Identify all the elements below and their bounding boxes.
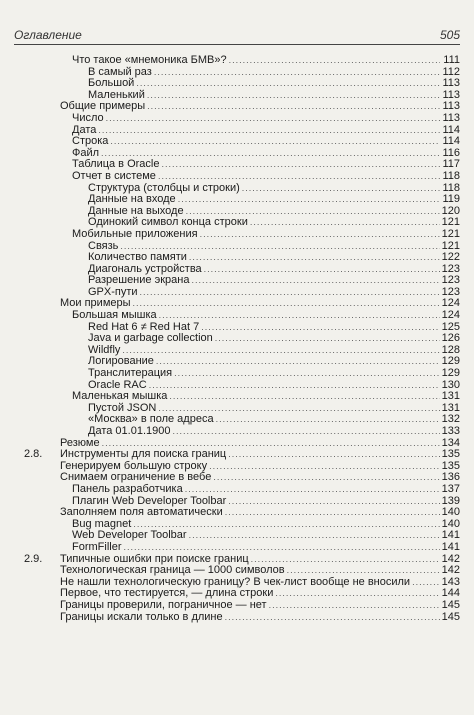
toc-entry[interactable]: [14, 275, 460, 287]
toc-entry[interactable]: [14, 171, 460, 183]
toc-entry[interactable]: [14, 183, 460, 195]
toc-page-number: 111: [443, 54, 460, 66]
toc-dot-leader: [154, 67, 440, 79]
toc-page-number: 135: [441, 448, 460, 461]
toc-dot-leader: [191, 275, 439, 287]
toc-entry-label: Первое, что тестируется, — длина строки: [60, 587, 274, 600]
toc-dot-leader: [200, 229, 440, 241]
header-page-number: 505: [439, 28, 460, 42]
toc-page-number: 119: [442, 193, 460, 206]
toc-entry-label: Таблица в Oracle: [72, 158, 160, 171]
toc-page-number: 142: [441, 552, 460, 565]
toc-entry-label: Отчет в системе: [72, 169, 156, 182]
toc-page-number: 118: [442, 169, 460, 182]
toc-page-number: 113: [442, 77, 460, 90]
toc-entry-label: В самый раз: [88, 65, 152, 78]
toc-dot-leader: [159, 310, 440, 322]
toc-entry[interactable]: [14, 333, 460, 345]
toc-page-number: 121: [441, 216, 460, 229]
toc-page-number: 141: [441, 529, 460, 542]
toc-entry-label: Red Hat 6 ≠ Red Hat 7: [88, 320, 200, 333]
toc-entry-label: Маленькая мышка: [72, 390, 168, 403]
toc-entry[interactable]: [14, 426, 460, 438]
toc-entry[interactable]: [14, 241, 460, 253]
toc-entry[interactable]: [14, 484, 460, 496]
toc-page-number: 133: [441, 425, 460, 437]
toc-dot-leader: [275, 588, 439, 600]
toc-entry[interactable]: [14, 264, 460, 276]
toc-entry-label: Не нашли технологическую границу? В чек-лист вообще не вносили: [60, 575, 411, 588]
toc-entry[interactable]: [14, 322, 460, 334]
toc-dot-leader: [110, 136, 440, 148]
toc-entry[interactable]: [14, 391, 460, 403]
toc-page-number: 113: [442, 88, 460, 101]
toc-dot-leader: [229, 55, 440, 67]
table-of-contents: [14, 55, 460, 623]
toc-dot-leader: [178, 194, 440, 206]
toc-entry-label: Диагональ устройства: [88, 262, 202, 275]
toc-entry-label: Мои примеры: [60, 297, 131, 310]
toc-entry-label: Разрешение экрана: [88, 274, 190, 287]
toc-page-number: 116: [442, 146, 460, 159]
toc-page-number: 140: [441, 517, 460, 530]
toc-dot-leader: [287, 565, 440, 577]
toc-page-number: 128: [441, 343, 460, 356]
toc-page-number: 123: [441, 262, 460, 275]
toc-dot-leader: [106, 113, 440, 125]
toc-entry[interactable]: [14, 600, 460, 612]
toc-dot-leader: [225, 507, 440, 519]
toc-page-number: 120: [441, 204, 460, 217]
toc-dot-leader: [156, 356, 440, 368]
header-title: Оглавление: [14, 28, 82, 42]
toc-page-number: 134: [441, 436, 460, 449]
toc-dot-leader: [133, 298, 440, 310]
toc-dot-leader: [174, 368, 439, 380]
toc-dot-leader: [269, 600, 440, 612]
toc-page-number: 112: [442, 65, 460, 78]
toc-dot-leader: [242, 183, 440, 195]
toc-page-number: 144: [441, 587, 460, 600]
toc-page-number: 135: [441, 459, 460, 472]
toc-entry-label: Число: [72, 111, 104, 124]
toc-page-number: 124: [441, 297, 460, 310]
toc-dot-leader: [161, 159, 440, 171]
toc-page-number: 141: [441, 540, 460, 553]
toc-page-number: 132: [441, 413, 460, 426]
toc-entry[interactable]: [14, 113, 460, 125]
toc-dot-leader: [209, 461, 440, 473]
toc-page-number: 123: [441, 285, 460, 298]
toc-entry-label: Большая мышка: [72, 309, 157, 322]
toc-page-number: 129: [441, 355, 460, 368]
toc-dot-leader: [124, 542, 440, 554]
toc-section-number: 2.9.: [24, 552, 43, 565]
toc-dot-leader: [169, 391, 439, 403]
toc-entry-label: Что такое «мнемоника БМВ»?: [72, 54, 227, 66]
toc-page-number: 142: [441, 564, 460, 577]
toc-entry-label: Структура (столбцы и строки): [88, 181, 240, 194]
toc-entry-label: Панель разработчика: [72, 482, 183, 495]
toc-dot-leader: [225, 612, 440, 624]
toc-entry-label: Одинокий символ конца строки: [88, 216, 248, 229]
toc-entry-label: Границы проверили, пограничное — нет: [60, 598, 267, 611]
toc-entry[interactable]: [14, 356, 460, 368]
toc-dot-leader: [204, 264, 440, 276]
toc-page-number: 113: [442, 100, 460, 113]
toc-entry-label: Bug magnet: [72, 517, 132, 530]
toc-entry-label: Web Developer Toolbar: [72, 529, 187, 542]
toc-page-number: 121: [441, 227, 460, 240]
toc-dot-leader: [228, 449, 439, 461]
toc-entry-label: Java и garbage collection: [88, 332, 213, 345]
toc-page-number: 136: [441, 471, 460, 484]
toc-page-number: 118: [442, 181, 460, 194]
toc-entry-label: Oracle RAC: [88, 378, 147, 391]
toc-dot-leader: [122, 345, 439, 357]
toc-page-number: 121: [441, 239, 460, 252]
toc-entry-label: Количество памяти: [88, 251, 187, 264]
toc-page-number: 131: [441, 390, 460, 403]
toc-page-number: 114: [442, 123, 460, 136]
toc-entry[interactable]: [14, 403, 460, 415]
toc-entry-label: Строка: [72, 135, 109, 148]
toc-page-number: 143: [441, 575, 460, 588]
toc-page-number: 113: [442, 111, 460, 124]
toc-dot-leader: [213, 472, 439, 484]
toc-entry[interactable]: [14, 136, 460, 148]
toc-entry[interactable]: [14, 194, 460, 206]
toc-entry-label: Снимаем ограничение в вебе: [60, 471, 212, 484]
toc-entry-label: Технологическая граница — 1000 символов: [60, 564, 285, 577]
toc-entry-label: Файл: [72, 146, 100, 159]
toc-page-number: 131: [441, 401, 460, 414]
toc-page-number: 130: [441, 378, 460, 391]
toc-page-number: 122: [441, 251, 460, 264]
toc-entry-label: Транслитерация: [88, 367, 173, 380]
toc-entry[interactable]: [14, 345, 460, 357]
toc-entry-label: Данные на входе: [88, 193, 176, 206]
toc-dot-leader: [189, 530, 440, 542]
toc-dot-leader: [215, 333, 440, 345]
toc-entry-label: Типичные ошибки при поиске границ: [60, 552, 249, 565]
toc-entry-label: Связь: [88, 239, 119, 252]
toc-entry-label: Маленький: [88, 88, 145, 101]
toc-entry[interactable]: [14, 310, 460, 322]
toc-page-number: 129: [441, 367, 460, 380]
toc-entry[interactable]: [14, 55, 460, 67]
toc-page-number: 117: [442, 158, 460, 171]
toc-dot-leader: [98, 125, 440, 137]
toc-dot-leader: [412, 577, 440, 589]
toc-entry-label: Пустой JSON: [88, 401, 157, 414]
toc-dot-leader: [185, 484, 440, 496]
toc-page-number: 125: [441, 320, 460, 333]
toc-dot-leader: [147, 101, 440, 113]
toc-dot-leader: [201, 322, 439, 334]
toc-entry-label: Общие примеры: [60, 100, 146, 113]
toc-page-number: 137: [441, 482, 460, 495]
toc-entry-label: Плагин Web Developer Toolbar: [72, 494, 227, 507]
toc-entry-label: GPX-пути: [88, 285, 138, 298]
toc-dot-leader: [158, 171, 440, 183]
toc-entry-label: Большой: [88, 77, 135, 90]
toc-entry[interactable]: [14, 252, 460, 264]
toc-entry[interactable]: [14, 229, 460, 241]
toc-entry-label: Заполняем поля автоматически: [60, 506, 223, 519]
toc-entry-label: FormFiller: [72, 540, 122, 553]
toc-dot-leader: [228, 496, 439, 508]
toc-entry[interactable]: [14, 67, 460, 79]
toc-entry[interactable]: [14, 368, 460, 380]
toc-page-number: 140: [441, 506, 460, 519]
toc-entry[interactable]: [14, 612, 460, 624]
toc-entry[interactable]: [14, 542, 460, 554]
toc-dot-leader: [189, 252, 440, 264]
toc-page-number: 123: [441, 274, 460, 287]
toc-dot-leader: [136, 78, 440, 90]
toc-dot-leader: [140, 287, 440, 299]
toc-entry[interactable]: [14, 565, 460, 577]
toc-page-number: 124: [441, 309, 460, 322]
toc-entry-label: Границы искали только в длине: [60, 610, 223, 623]
running-header: [14, 26, 460, 45]
toc-entry[interactable]: [14, 414, 460, 426]
toc-section-number: 2.8.: [24, 448, 43, 461]
toc-entry-label: Данные на выходе: [88, 204, 184, 217]
toc-entry-label: «Москва» в поле адреса: [88, 413, 214, 426]
toc-page-number: 145: [441, 598, 460, 611]
toc-entry-label: Мобильные приложения: [72, 227, 198, 240]
toc-dot-leader: [147, 90, 440, 102]
toc-entry[interactable]: [14, 507, 460, 519]
toc-dot-leader: [250, 217, 440, 229]
toc-entry-label: Wildfly: [88, 343, 121, 356]
toc-page-number: 114: [442, 135, 460, 148]
toc-entry-label: Логирование: [88, 355, 154, 368]
toc-entry-label: Дата 01.01.1900: [88, 425, 171, 437]
toc-dot-leader: [172, 426, 439, 438]
toc-page-number: 139: [441, 494, 460, 507]
toc-entry[interactable]: [14, 78, 460, 90]
toc-page-number: 126: [441, 332, 460, 345]
toc-entry-label: Резюме: [60, 436, 100, 449]
toc-entry-label: Генерируем большую строку: [60, 459, 208, 472]
toc-dot-leader: [216, 414, 440, 426]
toc-entry-label: Дата: [72, 123, 97, 136]
toc-page-number: 145: [441, 610, 460, 623]
toc-dot-leader: [149, 380, 440, 392]
toc-entry-label: Инструменты для поиска границ: [60, 448, 227, 461]
